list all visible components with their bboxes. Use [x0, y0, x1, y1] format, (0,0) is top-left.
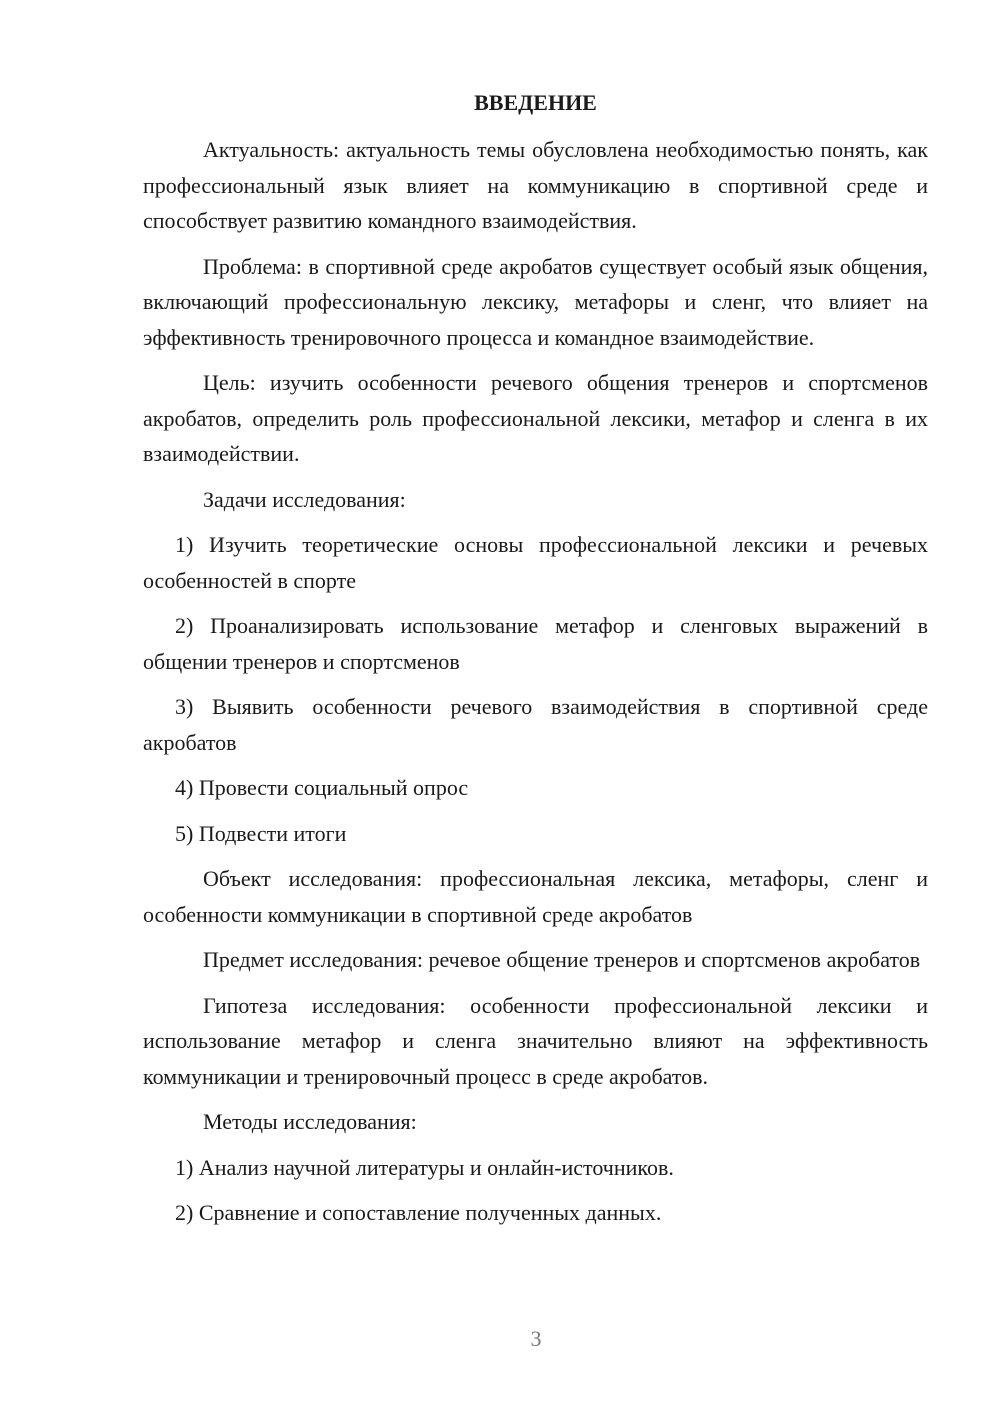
- task-item: 2) Проанализировать использование метафор и сленговых выражений в общении тренеров и спортсменов: [143, 613, 928, 674]
- page-title: ВВЕДЕНИЕ: [474, 90, 597, 115]
- page-number: 3: [530, 1326, 542, 1351]
- method-item: 2) Сравнение и сопоставление полученных данных.: [175, 1200, 662, 1225]
- object-paragraph: Объект исследования: профессиональная лексика, метафоры, сленг и особенности коммуникации в спортивной среде акробатов: [143, 866, 928, 927]
- relevance-paragraph: Актуальность: актуальность темы обусловлена необходимостью понять, как профессиональный язык влияет на коммуникацию в спортивной среде и способствует развитию командного взаимодействия.: [143, 137, 928, 233]
- subject-paragraph: Предмет исследования: речевое общение тренеров и спортсменов акробатов: [203, 947, 921, 972]
- document-page: [143, 88, 928, 1241]
- task-item: 4) Провести социальный опрос: [175, 775, 469, 800]
- methods-title: Методы исследования:: [203, 1109, 417, 1134]
- hypothesis-paragraph: Гипотеза исследования: особенности профессиональной лексики и использование метафор и сленга значительно влияют на эффективность коммуникации и тренировочный процесс в среде акробатов.: [143, 992, 928, 1089]
- goal-paragraph: Цель: изучить особенности речевого общения тренеров и спортсменов акробатов, определить роль профессиональной лексики, метафор и сленга в их взаимодействии.: [143, 370, 928, 466]
- tasks-title: Задачи исследования:: [203, 486, 406, 512]
- task-item: 5) Подвести итоги: [175, 820, 347, 846]
- task-item: 3) Выявить особенности речевого взаимодействия в спортивной среде акробатов: [143, 694, 928, 755]
- task-item: 1) Изучить теоретические основы профессиональной лексики и речевых особенностей в спорте: [143, 532, 928, 593]
- problem-paragraph: Проблема: в спортивной среде акробатов существует особый язык общения, включающий профессиональную лексику, метафоры и сленг, что влияет на эффективность тренировочного процесса и командное взаимодействие.: [143, 253, 928, 350]
- method-item: 1) Анализ научной литературы и онлайн-источников.: [175, 1154, 674, 1180]
